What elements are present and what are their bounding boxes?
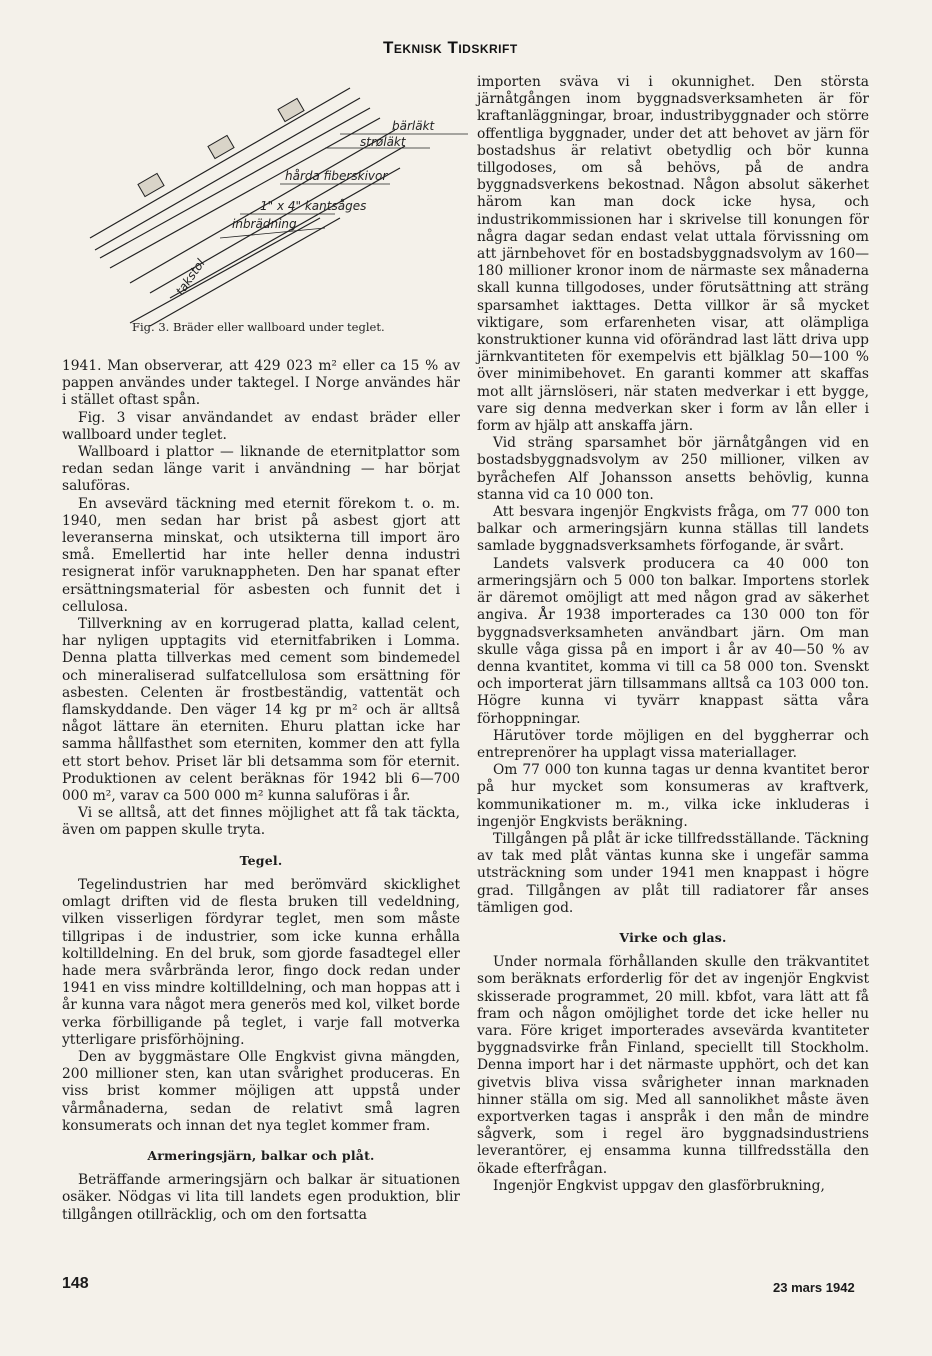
batten-1 (138, 173, 164, 196)
issue-date: 23 mars 1942 (773, 1280, 855, 1295)
paragraph: importen sväva vi i okunnighet. Den största järnåtgången inom byggnadsverksamheten är för kraftanläggningar, broar, industribyggnader och större offentliga byggnader, under det att behovet av järn för bostadshus är relativt obetydlig och bör kunna tillgodoses, om så behövs, på de andra byggnadsverkens bekostnad. Någon absolut säkerhet härom kan man dock icke hysa, och industrikommissionen har i skrivelse till konungen för några dagar sedan endast velat uttala förvissning om att järnbehovet för en bostadsbyggnadsvolym av 160—180 millioner kronor inom de närmaste sex månaderna skall kunna tillgodoses, under förutsättning att sträng sparsamhet iakttages. Detta villkor är så mycket viktigare, som erfarenheten visar, att olämpliga konstruktioner kunna vid oförändrad last lätt driva upp järnkvantiteten för exempelvis ett bjälklag 50—100 % över minimibehovet. En garanti kommer att skaffas mot allt järnslöseri, när staten medverkar i ett bygge, vare sig denna medverkan sker i form av lån eller i form av hjälp att anskaffa järn. (477, 74, 869, 435)
paragraph: Vi se alltså, att det finnes möjlighet att få tak täckta, även om pappen skulle tryta. (62, 805, 460, 839)
roof-section-figure (70, 68, 470, 328)
left-column (62, 358, 460, 1224)
figure-caption: Fig. 3. Bräder eller wallboard under teglet. (132, 320, 385, 334)
roof-diagram (70, 68, 470, 328)
page-number: 148 (62, 1275, 89, 1292)
rafter-line-2 (150, 218, 340, 326)
paragraph: En avsevärd täckning med eternit förekom t. o. m. 1940, men sedan har brist på asbest gjort att leveranserna minskat, och utsikterna till import äro små. Emellertid har inte heller denna industri resignerat inför varuknappheten. Den har spanat efter ersättningsmaterial för asbesten och funnit det i cellulosa. (62, 495, 460, 615)
paragraph: Vid sträng sparsamhet bör järnåtgången vid en bostadsbyggnadsvolym av 250 millioner, vilken av byråchefen Alf Johansson ansetts behövlig, kunna stanna vid ca 10 000 ton. (477, 435, 869, 503)
paragraph: Landets valsverk producera ca 40 000 ton armeringsjärn och 5 000 ton balkar. Importens storlek är däremot omöjligt att med någon grad av säkerhet angiva. År 1938 importerades ca 130 000 ton för byggnadsverksamheten användbart järn. Om man skulle våga gissa på en import i år av 40—50 % av denna kvantitet, komma vi till ca 58 000 ton. Svenskt och importerat järn tillsammans alltså ca 103 000 ton. Högre kunna vi tyvärr knappast sätta våra förhoppningar. (477, 555, 869, 727)
label-kantsages: 1" x 4" kantsåges (260, 199, 367, 213)
paragraph: Den av byggmästare Olle Engkvist givna mängden, 200 millioner sten, kan utan svårighet produceras. En viss brist kommer möjligen att uppstå under vårmånaderna, sedan de relativt små lagren konsumerats och innan det nya teglet kommer fram. (62, 1048, 460, 1134)
section-heading-virke: Virke och glas. (619, 929, 727, 945)
paragraph: Beträffande armeringsjärn och balkar är situationen osäker. Nödgas vi lita till landets egen produktion, blir tillgången otillräcklig, och om den fortsatta (62, 1172, 460, 1223)
paragraph: Att besvara ingenjör Engkvists fråga, om 77 000 ton balkar och armeringsjärn kunna ställas till landets samlade byggnadsverksamhets förfogande, är svårt. (477, 504, 869, 555)
paragraph: Wallboard i plattor — liknande de eternitplattor som redan sedan länge varit i användning — har börjat saluföras. (62, 444, 460, 495)
label-harda-fiberskivor: hårda fiberskivor (285, 169, 388, 183)
label-inbradning: inbrädning (232, 217, 297, 231)
section-heading-tegel: Tegel. (239, 852, 283, 868)
paragraph: Fig. 3 visar användandet av endast bräder eller wallboard under teglet. (62, 409, 460, 443)
section-heading-armering: Armeringsjärn, balkar och plåt. (147, 1147, 375, 1163)
paragraph: Härutöver torde möjligen en del byggherrar och entreprenörer ha upplagt vissa materiallager. (477, 727, 869, 761)
roof-line-1 (90, 88, 350, 238)
paragraph: Under normala förhållanden skulle den träkvantitet som beräknats erforderlig för det av ingenjör Engkvist skisserade programmet, 20 mill. kbfot, vara lätt att få fram och någon omöjlighet torde det icke heller nu vara. Före kriget importerades avsevärda kvantiteter byggnadsvirke från Finland, speciellt till Stockholm. Denna import har i det närmaste upphört, och det kan givetvis bliva vissa svårigheter innan marknaden hinner ställa om sig. Med all sannolikhet måste även exportverken tagas i anspråk i den mån de mindre sågverk, som i regel äro byggnadsindustriens leverantörer, ej ensamma kunna tillfredsställa den ökade efterfrågan. (477, 954, 869, 1177)
right-column (477, 74, 869, 1195)
label-barlakt: bärläkt (392, 119, 435, 133)
paragraph: Tegelindustrien har med berömvärd skicklighet omlagt driften vid de flesta bruken till vedeldning, vilken visserligen fördyrar teglet, men som måste tillgripas i de industrier, som icke kunna erhålla koltilldelning. En del bruk, som gjorde fasadtegel eller hade mera svårbrända leror, fingo dock redan under 1941 en viss mindre koltilldelning, och man hoppas att i år kunna vara något mera generös med kol, vilket borde verka förbilligande på teglet, i varje fall motverka ytterligare prisförhöjning. (62, 876, 460, 1048)
paragraph: Tillgången på plåt är icke tillfredsställande. Täckning av tak med plåt väntas kunna ske i ungefär samma utsträckning som under 1941 men knappast i högre grad. Tillgången av plåt till radiatorer får anses tämligen god. (477, 830, 869, 916)
paragraph: Om 77 000 ton kunna tagas ur denna kvantitet beror på hur mycket som konsumeras av kraftverk, kommunikationer m. m., vilka icke inkluderas i ingenjör Engkvists beräkning. (477, 762, 869, 830)
batten-3 (278, 98, 304, 121)
paragraph: Ingenjör Engkvist uppgav den glasförbrukning, (493, 1177, 825, 1194)
rafter-line-1 (130, 218, 320, 323)
paragraph: Tillverkning av en korrugerad platta, kallad celent, har nyligen upptagits vid eternitfabriken i Lomma. Denna platta tillverkas med cement som bindemedel och mineraliserad sulfatcellulosa som ersättning för asbesten. Celenten är frostbeständig, vattentät och flamskyddande. Den väger 14 kg pr m² och är alltså något lättare än eterniten. Ehuru plattan icke har samma hållfasthet som eterniten, kommer den att fylla ett stort behov. Priset lär bli detsamma som för eternit. Produktionen av celent beräknas för 1942 bli 6—700 000 m², varav ca 500 000 m² kunna saluföras i år. (62, 616, 460, 805)
label-strolakt: strøläkt (360, 135, 406, 149)
label-takstol: takstol (172, 256, 208, 298)
masthead: Teknisk Tidskrift (383, 38, 518, 57)
paragraph: 1941. Man observerar, att 429 023 m² eller ca 15 % av pappen användes under taktegel. I Norge användes här i stället oftast spån. (62, 358, 460, 409)
batten-2 (208, 135, 234, 158)
